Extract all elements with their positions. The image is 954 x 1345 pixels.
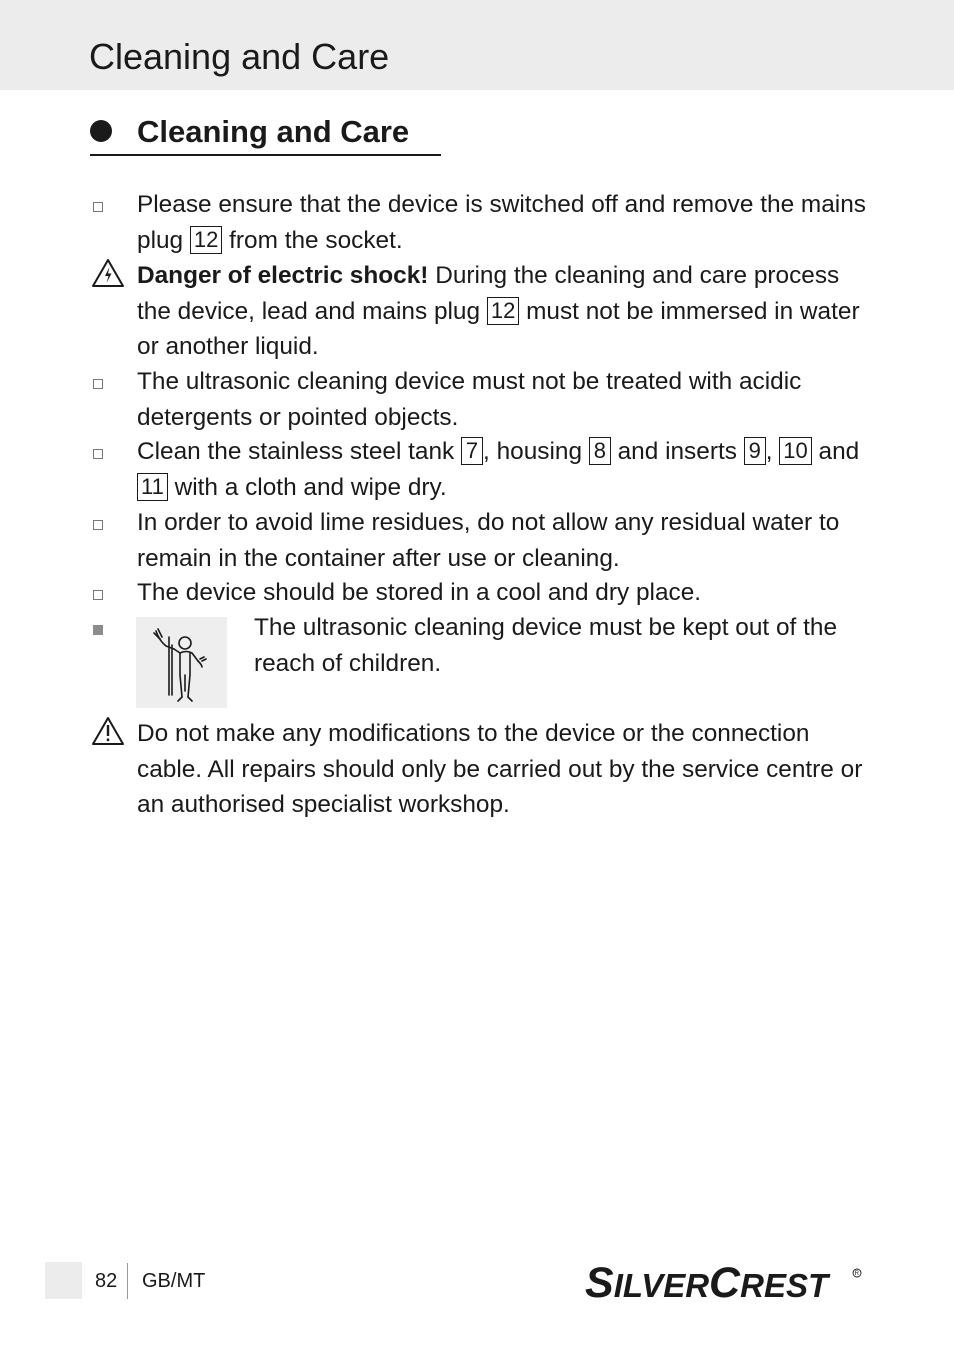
silvercrest-logo	[583, 1258, 865, 1306]
filled-square-bullet-icon	[93, 625, 103, 635]
part-ref-10: 10	[779, 437, 811, 465]
list-item-storage: The device should be stored in a cool and dry place.	[137, 579, 702, 606]
list-item-switch-off: Please ensure that the device is switched off and remove the mains plug 12 from the socket.	[137, 191, 866, 254]
section-heading	[90, 112, 441, 156]
square-bullet-icon	[93, 590, 103, 600]
part-ref-11: 11	[137, 473, 168, 501]
part-ref-9: 9	[744, 437, 766, 465]
list-item-no-acidic: The ultrasonic cleaning device must not be treated with acidic detergents or pointed objects.	[137, 368, 802, 431]
heading-bullet-icon	[90, 120, 112, 142]
footer-divider	[127, 1263, 128, 1299]
part-ref-12: 12	[190, 226, 222, 254]
warning-triangle-icon	[91, 716, 125, 746]
svg-text:SILVERCREST: SILVERCREST	[585, 1259, 829, 1306]
list-item-no-modifications: Do not make any modifications to the device or the connection cable. All repairs should only be carried out by the service centre or an authorised specialist workshop.	[137, 720, 863, 818]
language-code: GB/MT	[142, 1270, 206, 1292]
list-item-shock-warning: Danger of electric shock! During the cleaning and care process the device, lead and mains plug 12 must not be immersed in water or another liquid.	[137, 262, 860, 360]
svg-text:R: R	[854, 1271, 859, 1278]
part-ref-7: 7	[461, 437, 483, 465]
part-ref-12: 12	[487, 297, 519, 325]
page-title: Cleaning and Care	[89, 36, 390, 77]
footer-marker	[45, 1262, 82, 1299]
square-bullet-icon	[93, 379, 103, 389]
section-title: Cleaning and Care	[137, 114, 410, 149]
part-ref-8: 8	[589, 437, 611, 465]
square-bullet-icon	[93, 449, 103, 459]
child-warning-icon	[136, 617, 227, 708]
page-number: 82	[95, 1270, 118, 1292]
square-bullet-icon	[93, 202, 103, 212]
square-bullet-icon	[93, 520, 103, 530]
warning-triangle-icon	[91, 258, 125, 288]
list-item-lime-residues: In order to avoid lime residues, do not allow any residual water to remain in the container after use or cleaning.	[137, 509, 840, 572]
list-item-clean-parts: Clean the stainless steel tank 7 , housing 8 and inserts 9 , 10 and 11 with a cloth and wipe dry.	[137, 438, 860, 501]
list-item-children: The ultrasonic cleaning device must be kept out of the reach of children.	[254, 614, 838, 677]
